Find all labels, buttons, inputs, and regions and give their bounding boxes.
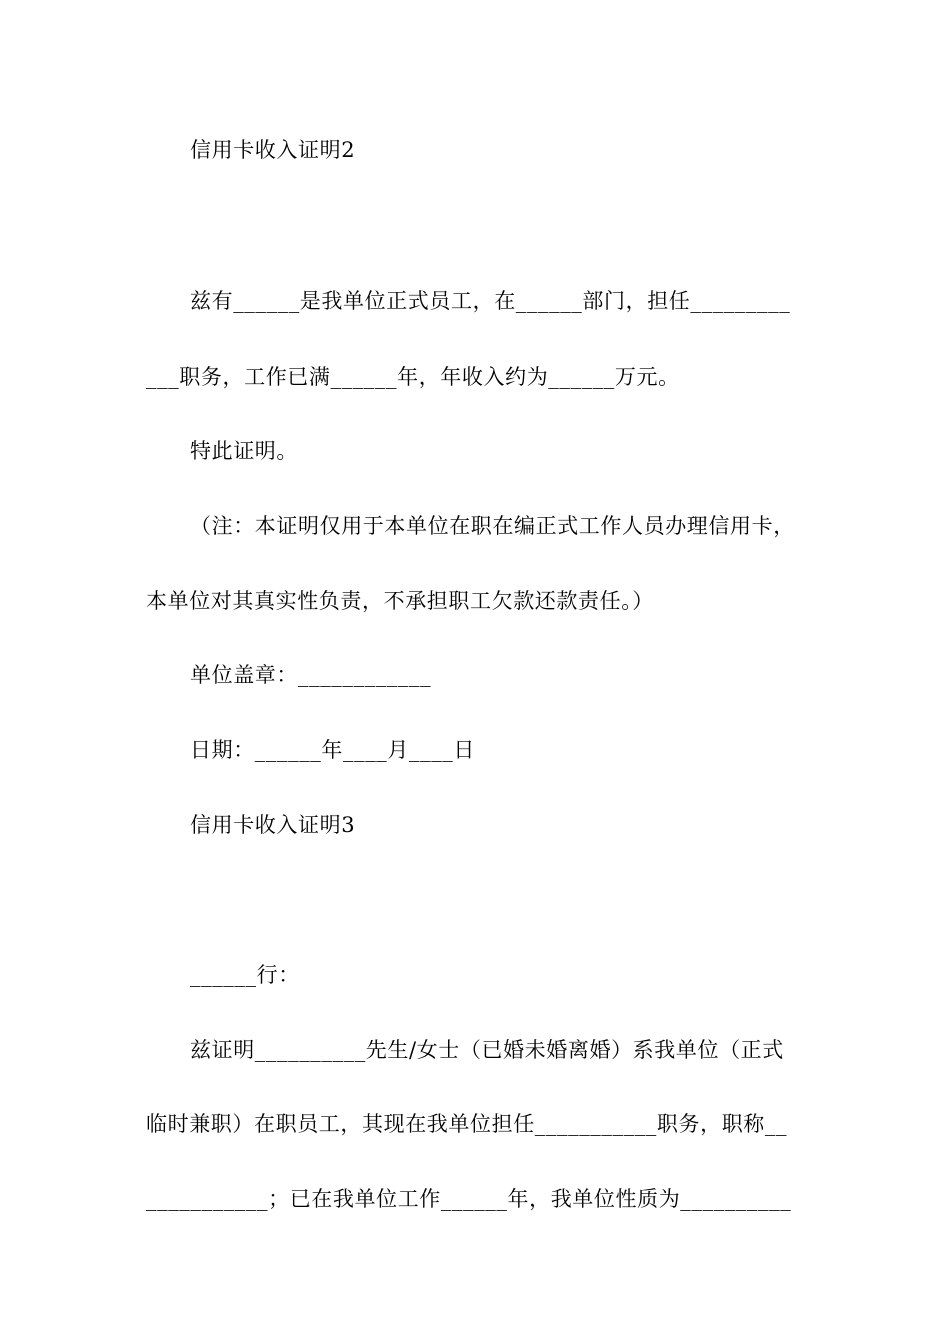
paragraph-line: （注：本证明仅用于本单位在职在编正式工作人员办理信用卡， bbox=[190, 514, 795, 538]
paragraph-line: 特此证明。 bbox=[190, 439, 298, 463]
section-title-3: 信用卡收入证明3 bbox=[190, 813, 356, 837]
paragraph-line: 兹证明__________先生/女士（已婚未婚离婚）系我单位（正式 bbox=[190, 1038, 784, 1062]
seal-line: 单位盖章：____________ bbox=[190, 663, 432, 687]
date-line: 日期：______年____月____日 bbox=[190, 738, 475, 762]
paragraph-line: ___职务，工作已满______年，年收入约为______万元。 bbox=[146, 365, 680, 389]
paragraph-line: 临时兼职）在职员工，其现在我单位担任___________职务，职称__ bbox=[146, 1112, 788, 1136]
paragraph-line: ______行： bbox=[190, 963, 300, 987]
paragraph-line: 兹有______是我单位正式员工，在______部门，担任_________ bbox=[190, 289, 791, 313]
section-title-2: 信用卡收入证明2 bbox=[190, 138, 356, 162]
paragraph-line: ___________；已在我单位工作______年，我单位性质为__________ bbox=[146, 1187, 792, 1211]
paragraph-line: 本单位对其真实性负责，不承担职工欠款还款责任。） bbox=[146, 589, 654, 613]
